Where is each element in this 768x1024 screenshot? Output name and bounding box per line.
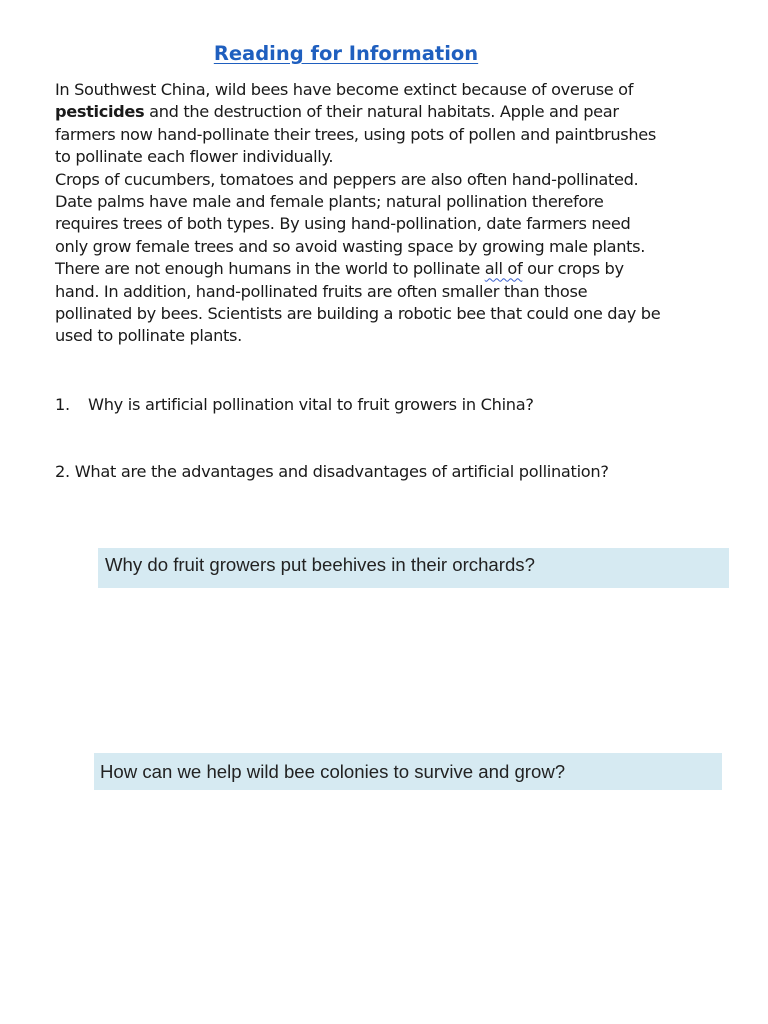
paragraph-3-text-end: our crops by hand. In addition, hand-pollinated fruits are often smaller than those pollinated by bees. Scientists are building a robotic bee that could one day be used to pollinate plants. bbox=[55, 259, 661, 346]
grammar-squiggle-mark[interactable]: all of bbox=[484, 259, 523, 279]
paragraph-1 bbox=[55, 79, 665, 169]
question-box-beehives: Why do fruit growers put beehives in their orchards? bbox=[98, 548, 729, 588]
paragraph-3 bbox=[55, 258, 665, 348]
paragraph-1-text-start: In Southwest China, wild bees have become extinct because of overuse of bbox=[55, 80, 634, 99]
paragraph-2: Crops of cucumbers, tomatoes and peppers are also often hand-pollinated. Date palms have male and female plants; natural pollination therefore requires trees of both types. By using hand-pollination, date farmers need only grow female trees and so avoid wasting space by growing male plants. bbox=[55, 169, 646, 256]
reading-passage bbox=[55, 79, 665, 348]
question-1-number: 1. bbox=[55, 395, 70, 414]
keyword-pesticides: pesticides bbox=[55, 102, 145, 122]
paragraph-3-text-start: There are not enough humans in the world to pollinate bbox=[55, 259, 485, 279]
paragraph-1-text-end: and the destruction of their natural habitats. Apple and pear farmers now hand-pollinate their trees, using pots of pollen and paintbrushes to pollinate each flower individually. bbox=[55, 102, 656, 167]
question-1 bbox=[55, 394, 534, 416]
question-box-wild-bees: How can we help wild bee colonies to survive and grow? bbox=[94, 753, 722, 790]
question-1-text: Why is artificial pollination vital to fruit growers in China? bbox=[88, 395, 534, 414]
question-2: 2. What are the advantages and disadvantages of artificial pollination? bbox=[55, 462, 609, 481]
page-title: Reading for Information bbox=[213, 42, 479, 65]
